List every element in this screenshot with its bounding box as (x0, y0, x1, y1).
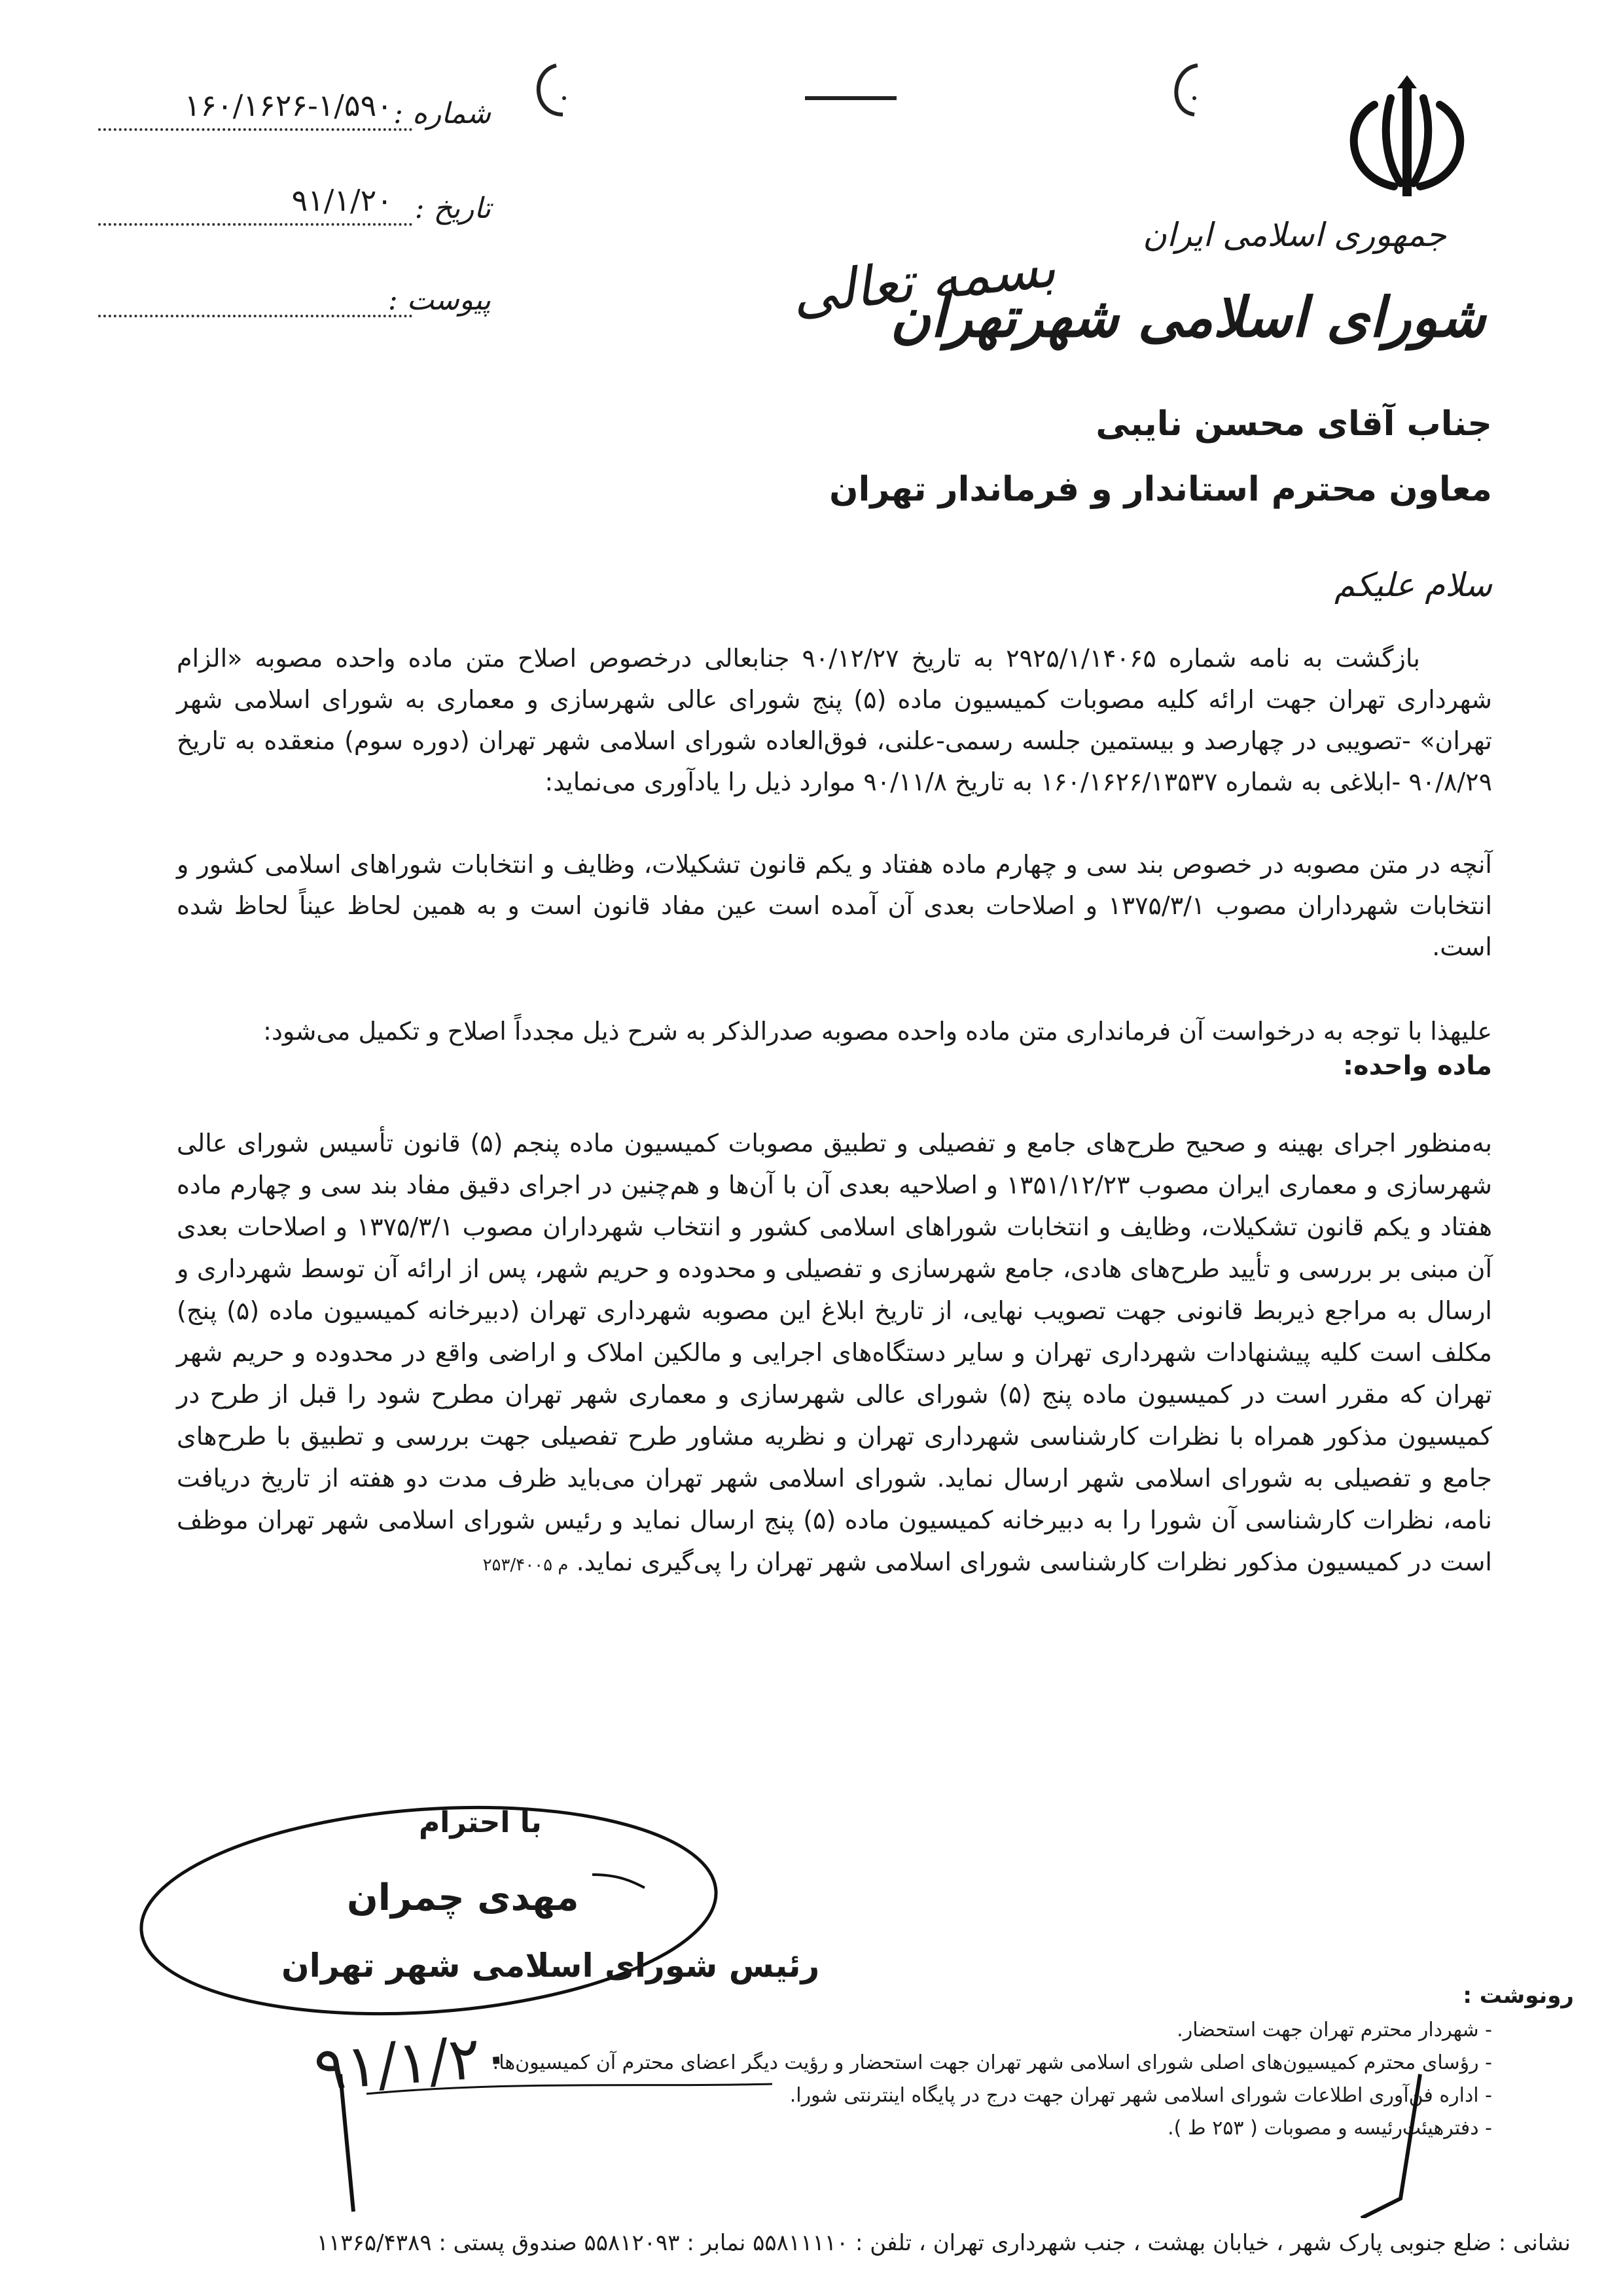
letter-date-row (98, 183, 491, 232)
body-paragraph-2: آنچه در متن مصوبه در خصوص بند سی و چهارم ماده هفتاد و یکم قانون تشکیلات، وظایف و انتخابات شوراهای اسلامی کشور و انتخابات شهرداران مصوب ۱۳۷۵/۳/۱ و اصلاحات بعدی آن آمده است عین مفاد قانون است و به همین لحاظ عیناً لحاظ شده است. (177, 850, 1493, 961)
letter-number-value: ۱۶۰/۱۶۲۶-۱/۵۹۰ (184, 88, 393, 123)
signatory-name: مهدی چمران (347, 1877, 579, 1919)
council-name-logotype: شورای اسلامی شهرتهران (890, 285, 1486, 349)
closing-phrase: با احترام (419, 1806, 542, 1839)
body-paragraph-1: بازگشت به نامه شماره ۲۹۲۵/۱/۱۴۰۶۵ به تاریخ ۹۰/۱۲/۲۷ جنابعالی درخصوص اصلاح متن ماده واحده مصوبه «الزام شهرداری تهران جهت ارائه کلیه مصوبات کمیسیون ماده (۵) پنج شورای عالی شهرسازی و معماری به شورای اسلامی شهر تهران» -تصویبی در چهارصد و بیستمین جلسه رسمی-علنی، فوق‌العاده شورای اسلامی شهر تهران (دوره سوم) منعقده به تاریخ ۹۰/۸/۲۹ -ابلاغی به شماره ۱۶۰/۱۶۲۶/۱۳۵۳۷ به تاریخ ۹۰/۱۱/۸ موارد ذیل را یادآوری می‌نماید: (177, 644, 1492, 796)
reference-code: م ۲۵۳/۴۰۰۵ (482, 1555, 569, 1575)
copy-recipient: - دفترهیئت‌رئیسه و مصوبات ( ۲۵۳ ط ). (1168, 2117, 1492, 2140)
letter-date-value: ۹۱/۱/۲۰ (291, 183, 393, 218)
country-name: جمهوری اسلامی ایران (1143, 216, 1446, 254)
letter-number-row (98, 88, 491, 137)
addressee-name: جناب آقای محسن نایبی (1096, 404, 1492, 444)
article-text (177, 1122, 1492, 1586)
letter-attachment-row (98, 278, 491, 324)
copy-recipient: - رؤسای محترم کمیسیون‌های اصلی شورای اسلامی شهر تهران جهت استحضار و رؤیت دیگر اعضای محترم آن کمیسیون‌ها. (492, 2051, 1492, 2074)
addressee-position: معاون محترم استاندار و فرماندار تهران (829, 470, 1492, 509)
attachment-label: پیوست : (387, 283, 491, 317)
dotted-line (98, 315, 412, 317)
invocation: بسمه تعالی (789, 235, 1059, 327)
greeting: سلام علیکم (1334, 566, 1492, 604)
letter-number-label: شماره : (393, 97, 491, 130)
copies-title: رونوشت : (1463, 1983, 1574, 2009)
copy-recipient: - شهردار محترم تهران جهت استحضار. (1177, 2019, 1492, 2041)
dotted-line (98, 223, 412, 226)
signatory-title: رئیس شورای اسلامی شهر تهران (281, 1947, 820, 1985)
iran-emblem-icon (1335, 72, 1479, 203)
letter-date-label: تاریخ : (414, 192, 491, 225)
article-body: به‌منظور اجرای بهینه و صحیح طرح‌های جامع و تفصیلی و تطبیق مصوبات کمیسیون ماده پنجم (۵) قانون تأسیس شورای عالی شهرسازی و معماری ایران مصوب ۱۳۵۱/۱۲/۲۳ و اصلاحیه بعدی آن با آن‌ها و هم‌چنین در اجرای دقیق مفاد بند سی و چهارم ماده هفتاد و یکم قانون تشکیلات، وظایف و انتخابات شوراهای اسلامی کشور و انتخاب شهرداران مصوب ۱۳۷۵/۳/۱ و اصلاحات بعدی آن مبنی بر بررسی و تأیید طرح‌های هادی، جامع شهرسازی و تفصیلی و محدوده و حریم شهر، پس از ارائه آن توسط شهرداری و ارسال به مراجع ذیربط قانونی جهت تصویب نهایی، از تاریخ ابلاغ این مصوبه شهرداری تهران (دبیرخانه کمیسیون ماده (۵) پنج) مکلف است کلیه پیشنهادات شهرداری تهران و سایر دستگاه‌های اجرایی و مالکین املاک و اراضی واقع در محدوده و حریم شهر تهران که مقرر است در کمیسیون ماده پنج (۵) شورای عالی شهرسازی و معماری شهر تهران مطرح شود را قبل از طرح در کمیسیون مذکور همراه با نظرات کارشناسی شهرداری تهران و نظریه مشاور طرح تفصیلی جهت بررسی و تطبیق با طرح‌های جامع و تفصیلی به شورای اسلامی شهر ارسال نماید. شورای اسلامی شهر تهران می‌باید ظرف مدت دو هفته از تاریخ دریافت نامه، نظرات کارشناسی آن شورا را به دبیرخانه کمیسیون ماده (۵) پنج ارسال نماید و رئیس شورای اسلامی شهر تهران موظف است در کمیسیون مذکور نظرات کارشناسی شورای اسلامی شهر تهران را پی‌گیری نماید. (177, 1129, 1492, 1576)
body-paragraph-3: علیهذا با توجه به درخواست آن فرمانداری متن ماده واحده مصوبه صدرالذکر به شرح ذیل مجدداً اصلاح و تکمیل می‌شود: (263, 1017, 1492, 1046)
dotted-line (98, 128, 412, 131)
handwritten-date: ۹۱/۱/۲۰ (312, 2021, 514, 2104)
handwritten-strokes (314, 2068, 1427, 2218)
copy-recipient: - اداره فن‌آوری اطلاعات شورای اسلامی شهر تهران جهت درج در پایگاه اینترنتی شورا. (789, 2084, 1492, 2107)
top-punch-marks (517, 52, 1237, 131)
footer-address: نشانی : ضلع جنوبی پارک شهر ، خیابان بهشت ، جنب شهرداری تهران ، تلفن : ۵۵۸۱۱۱۱۰ نمابر : ۵۵۸۱۲۰۹۳ صندوق پستی : ۱۱۳۶۵/۴۳۸۹ (316, 2230, 1571, 2256)
article-heading: ماده واحده: (1343, 1051, 1492, 1081)
